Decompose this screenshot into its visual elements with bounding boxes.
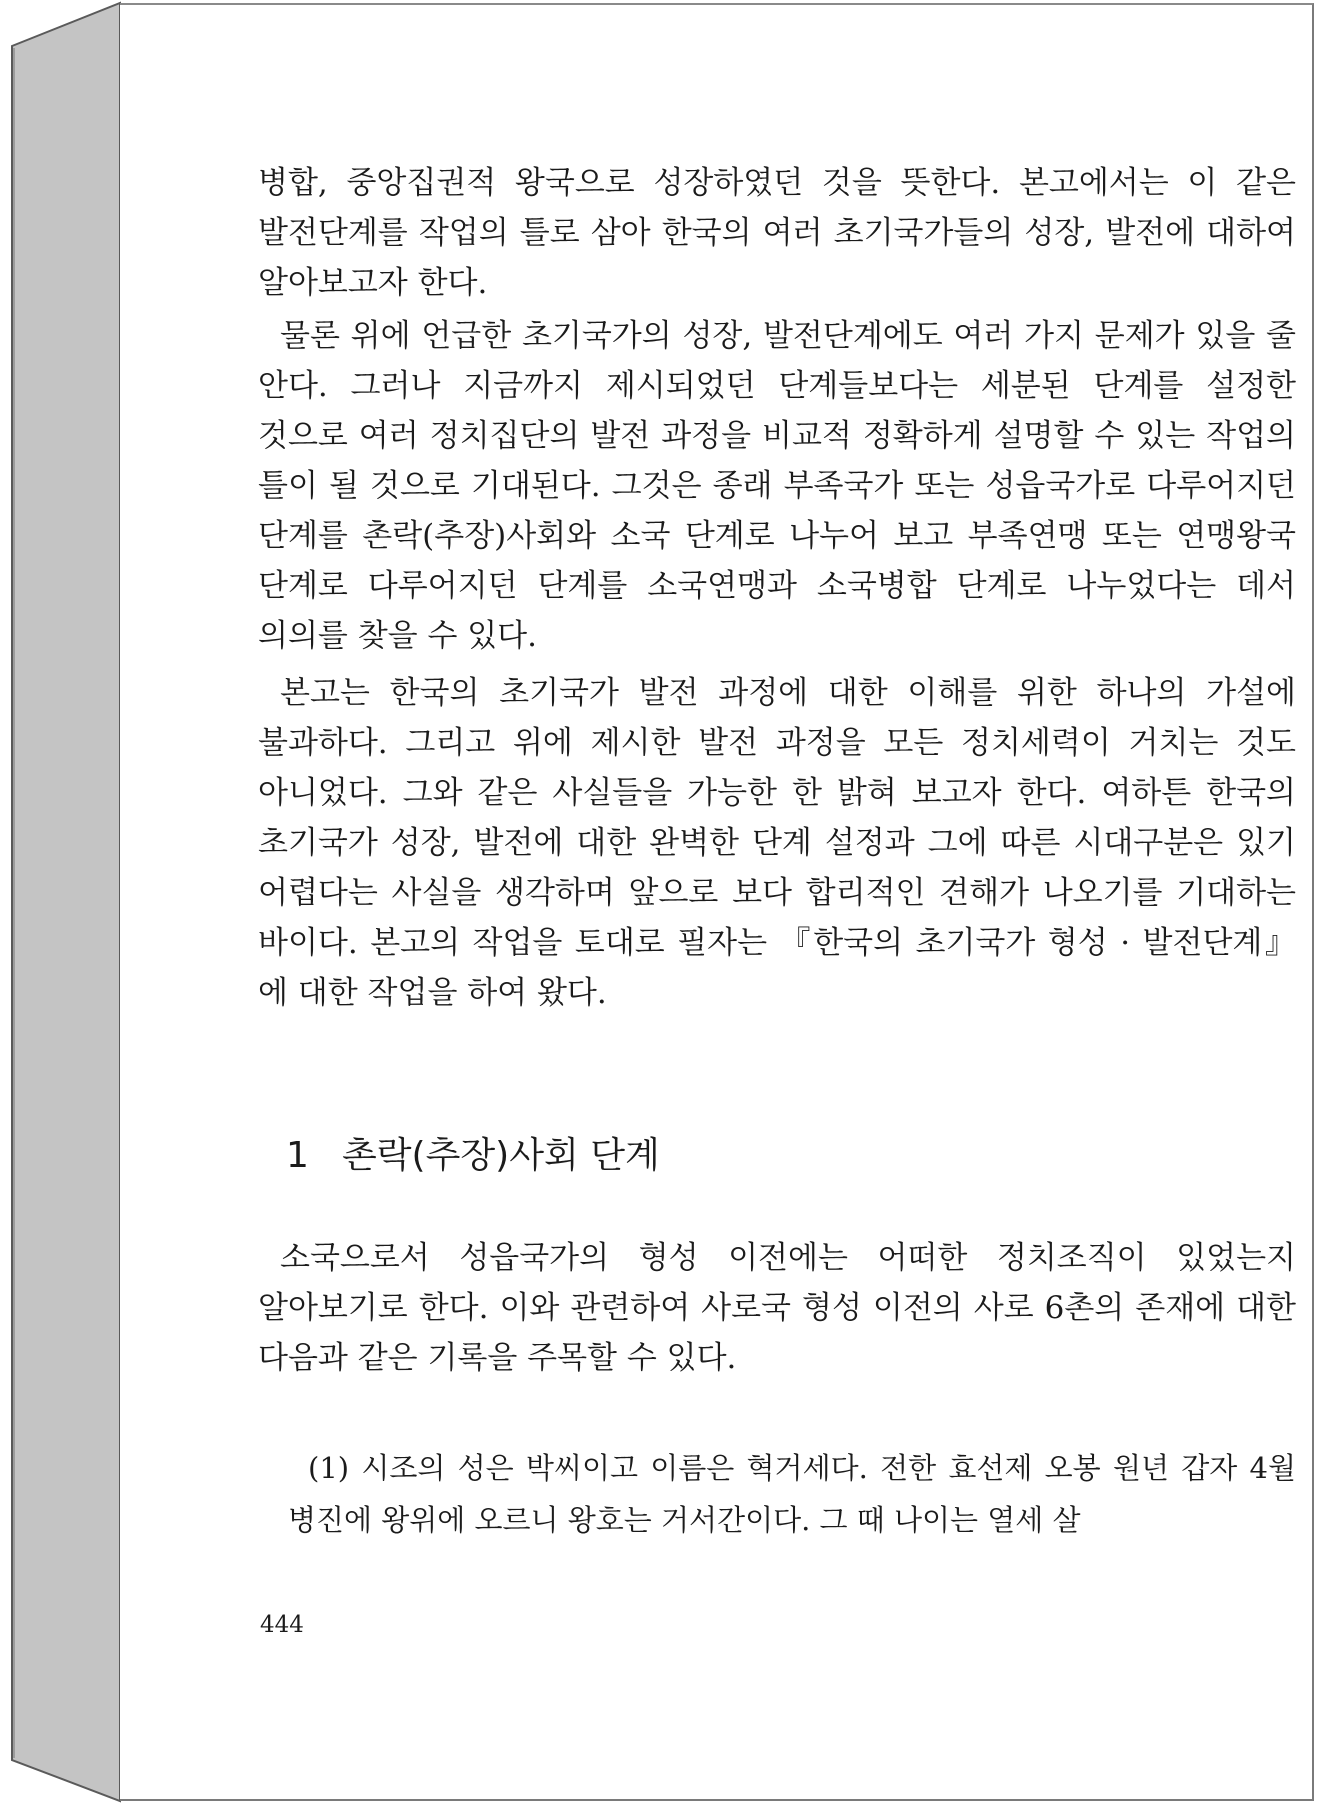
body-paragraph-1: 병합, 중앙집권적 왕국으로 성장하였던 것을 뜻한다. 본고에서는 이 같은 발전단계를 작업의 틀로 삼아 한국의 여러 초기국가들의 성장, 발전에 대하여 알아보고자 한다. bbox=[258, 165, 1296, 301]
quoted-record: (1) 시조의 성은 박씨이고 이름은 혁거세다. 전한 효선제 오봉 원년 갑자 4월 병진에 왕위에 오르니 왕호는 거서간이다. 그 때 나이는 열세 살 bbox=[288, 1451, 1296, 1537]
section-paragraph: 소국으로서 성읍국가의 형성 이전에는 어떠한 정치조직이 있었는지 알아보기로 한다. 이와 관련하여 사로국 형성 이전의 사로 6촌의 존재에 대한 다음과 같은 기록을 주목할 수 있다. bbox=[258, 1240, 1296, 1376]
book-spine-edge bbox=[0, 0, 122, 1806]
body-paragraph-3: 본고는 한국의 초기국가 발전 과정에 대한 이해를 위한 하나의 가설에 불과하다. 그리고 위에 제시한 발전 과정을 모든 정치세력이 거치는 것도 아니었다. 그와 같은 사실들을 가능한 한 밝혀 보고자 한다. 여하튼 한국의 초기국가 성장, 발전에 대한 완벽한 단계 설정과 그에 따른 시대구분은 있기 어렵다는 사실을 생각하며 앞으로 보다 합리적인 견해가 나오기를 기대하는 바이다. 본고의 작업을 토대로 필자는 『한국의 초기국가 형성 · 발전단계』에 대한 작업을 하여 왔다. bbox=[258, 675, 1296, 1011]
section-number: 1 bbox=[286, 1135, 309, 1176]
body-paragraph-2: 물론 위에 언급한 초기국가의 성장, 발전단계에도 여러 가지 문제가 있을 줄 안다. 그러나 지금까지 제시되었던 단계들보다는 세분된 단계를 설정한 것으로 여러 정치집단의 발전 과정을 비교적 정확하게 설명할 수 있는 작업의 틀이 될 것으로 기대된다. 그것은 종래 부족국가 또는 성읍국가로 다루어지던 단계를 촌락(추장)사회와 소국 단계로 나누어 보고 부족연맹 또는 연맹왕국 단계로 다루어지던 단계를 소국연맹과 소국병합 단계로 나누었다는 데서 의의를 찾을 수 있다. bbox=[258, 318, 1296, 654]
book-page bbox=[120, 3, 1314, 1801]
section-title: 촌락(추장)사회 단계 bbox=[342, 1135, 660, 1176]
page-number: 444 bbox=[260, 1612, 304, 1638]
section-heading bbox=[286, 1133, 660, 1179]
